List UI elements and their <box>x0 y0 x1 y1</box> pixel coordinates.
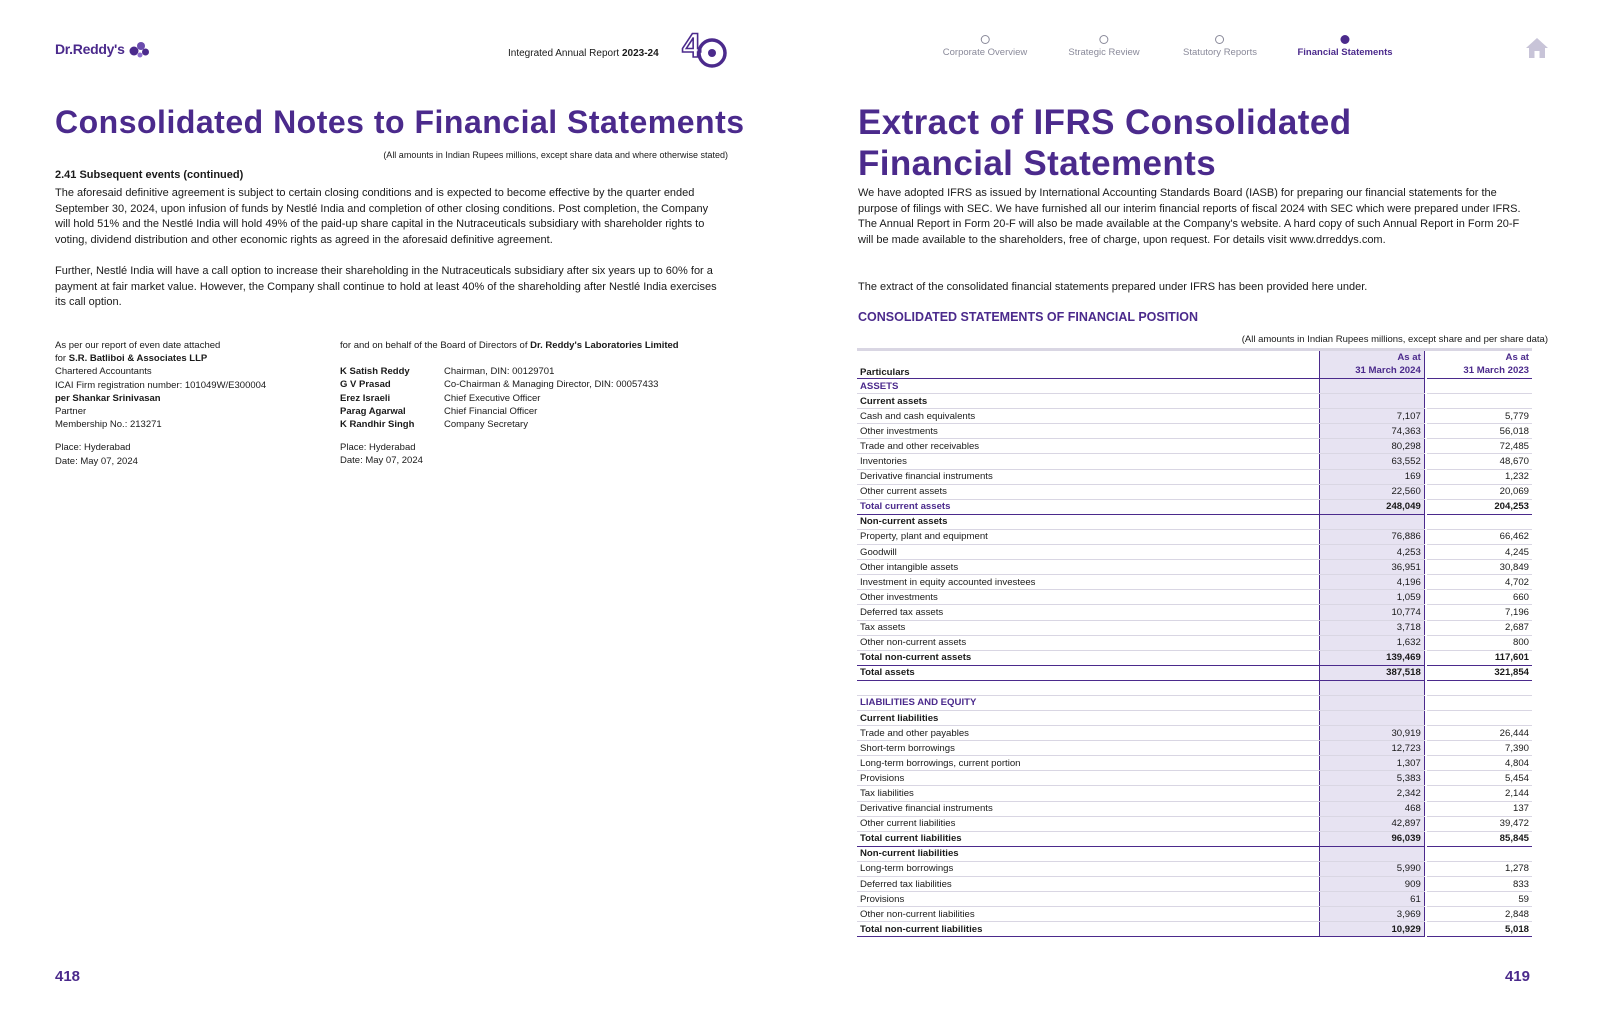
value-2024: 96,039 <box>1320 831 1425 846</box>
value-2024: 4,196 <box>1320 575 1425 590</box>
value-2023: 660 <box>1427 590 1532 605</box>
value-2024: 2,342 <box>1320 786 1425 801</box>
row-label: Tax liabilities <box>857 786 1320 801</box>
table-row <box>857 695 1532 710</box>
partner-name: per Shankar Srinivasan <box>55 392 161 404</box>
nav-dot-icon <box>1215 35 1224 44</box>
table-row <box>857 529 1532 544</box>
row-label: LIABILITIES AND EQUITY <box>857 695 1320 710</box>
amounts-note: (All amounts in Indian Rupees millions, except share data and where otherwise stated) <box>383 150 728 160</box>
table-row <box>857 846 1532 861</box>
board-place: Place: Hyderabad <box>340 442 416 454</box>
report-year: 2023-24 <box>621 48 659 59</box>
auditor-line-6: Partner <box>55 406 87 418</box>
value-2024: 7,107 <box>1320 409 1425 424</box>
value-2023: 66,462 <box>1427 529 1532 544</box>
value-2024: 387,518 <box>1320 665 1425 680</box>
table-row <box>857 379 1532 394</box>
table-row <box>857 454 1532 469</box>
amounts-note: (All amounts in Indian Rupees millions, except share and per share data) <box>1241 334 1548 345</box>
report-title-prefix: Integrated Annual Report <box>508 48 620 59</box>
nav-dot-icon <box>980 35 989 44</box>
value-2023 <box>1427 394 1532 409</box>
auditor-signature-block <box>55 339 315 468</box>
table-row <box>857 590 1532 605</box>
40-years-badge-icon <box>670 27 730 69</box>
value-2024 <box>1320 695 1425 710</box>
value-2023: 30,849 <box>1427 560 1532 575</box>
row-label: Total non-current assets <box>857 650 1320 665</box>
row-label: Investment in equity accounted investees <box>857 575 1320 590</box>
row-label: Current assets <box>857 394 1320 409</box>
table-row <box>857 484 1532 499</box>
table-row <box>857 801 1532 816</box>
value-2023: 5,779 <box>1427 409 1532 424</box>
table-row <box>857 605 1532 620</box>
row-label: Non-current assets <box>857 514 1320 529</box>
table-row <box>857 560 1532 575</box>
auditor-date: Date: May 07, 2024 <box>55 455 138 467</box>
value-2024 <box>1320 680 1425 695</box>
value-2024: 139,469 <box>1320 650 1425 665</box>
row-label: Non-current liabilities <box>857 846 1320 861</box>
nav-label: Financial Statements <box>1297 47 1393 58</box>
value-2023 <box>1427 695 1532 710</box>
value-2023: 2,848 <box>1427 907 1532 922</box>
board-signature-block <box>340 339 740 468</box>
table-body <box>857 379 1532 937</box>
row-label: Cash and cash equivalents <box>857 409 1320 424</box>
board-date: Date: May 07, 2024 <box>340 455 423 467</box>
value-2024: 74,363 <box>1320 424 1425 439</box>
table-row <box>857 620 1532 635</box>
row-label: Long-term borrowings <box>857 861 1320 876</box>
row-label: Derivative financial instruments <box>857 469 1320 484</box>
value-2023: 4,245 <box>1427 545 1532 560</box>
value-2023: 2,687 <box>1427 620 1532 635</box>
auditor-firm-line <box>55 352 315 365</box>
row-label: Deferred tax liabilities <box>857 877 1320 892</box>
value-2024 <box>1320 394 1425 409</box>
value-2024: 42,897 <box>1320 816 1425 831</box>
row-label: Other investments <box>857 590 1320 605</box>
nav-label: Corporate Overview <box>942 47 1028 58</box>
section-subheading: 2.41 Subsequent events (continued) <box>55 169 244 181</box>
nav-dot-icon <box>1100 35 1109 44</box>
auditor-place: Place: Hyderabad <box>55 442 131 454</box>
value-2024: 61 <box>1320 892 1425 907</box>
value-2024: 12,723 <box>1320 741 1425 756</box>
value-2024: 76,886 <box>1320 529 1425 544</box>
auditor-firm-prefix: for <box>55 353 69 365</box>
value-2023 <box>1427 379 1532 394</box>
value-2024: 5,383 <box>1320 771 1425 786</box>
value-2023: 59 <box>1427 892 1532 907</box>
nav-corporate-overview[interactable] <box>943 33 1027 58</box>
value-2024: 1,307 <box>1320 756 1425 771</box>
member-role: Company Secretary <box>444 419 528 431</box>
paragraph-2: The extract of the consolidated financial statements prepared under IFRS has been provided here under. <box>858 281 1368 293</box>
member-name: Erez Israeli <box>340 392 391 404</box>
nav-statutory-reports[interactable] <box>1183 33 1257 58</box>
value-2023 <box>1427 710 1532 725</box>
table-row <box>857 665 1532 680</box>
row-label: Derivative financial instruments <box>857 801 1320 816</box>
section-nav <box>800 33 1600 63</box>
value-2024: 10,774 <box>1320 605 1425 620</box>
member-name: G V Prasad <box>340 379 391 391</box>
row-label: Provisions <box>857 892 1320 907</box>
table-row <box>857 439 1532 454</box>
right-page <box>800 0 1600 1011</box>
table-row <box>857 394 1532 409</box>
table-row <box>857 650 1532 665</box>
value-2024: 1,059 <box>1320 590 1425 605</box>
row-label: Trade and other receivables <box>857 439 1320 454</box>
table-row <box>857 756 1532 771</box>
row-label: Long-term borrowings, current portion <box>857 756 1320 771</box>
col-2023-line-2: 31 March 2023 <box>1463 365 1529 376</box>
value-2024: 468 <box>1320 801 1425 816</box>
auditor-line-7: Membership No.: 213271 <box>55 419 162 431</box>
row-label: Current liabilities <box>857 710 1320 725</box>
value-2024: 3,718 <box>1320 620 1425 635</box>
paragraph-1: We have adopted IFRS as issued by International Accounting Standards Board (IASB) for preparing our financial statements for the purpose of filings with SEC. We have furnished all our interim financial reports of fiscal 2024 with SEC which were prepared under IFRS. The Annual Report in Form 20-F will also be made available at the Company's website. A hard copy of such Annual Report in Form 20-F will be made available to the shareholders, free of charge, upon request. For details visit www.drreddys.com. <box>858 187 1521 246</box>
value-2024: 5,990 <box>1320 861 1425 876</box>
row-label: Total current assets <box>857 499 1320 514</box>
value-2024 <box>1320 379 1425 394</box>
value-2023: 7,390 <box>1427 741 1532 756</box>
value-2023: 85,845 <box>1427 831 1532 846</box>
value-2023: 2,144 <box>1427 786 1532 801</box>
table-row <box>857 469 1532 484</box>
member-role: Chairman, DIN: 00129701 <box>444 366 555 378</box>
page-number-right: 419 <box>1504 968 1530 985</box>
value-2024: 3,969 <box>1320 907 1425 922</box>
row-label: Property, plant and equipment <box>857 529 1320 544</box>
value-2023: 5,454 <box>1427 771 1532 786</box>
auditor-firm: S.R. Batliboi & Associates LLP <box>68 353 208 365</box>
row-label: Deferred tax assets <box>857 605 1320 620</box>
value-2024: 248,049 <box>1320 499 1425 514</box>
value-2024: 169 <box>1320 469 1425 484</box>
board-intro-prefix: for and on behalf of the Board of Directors of <box>340 340 531 351</box>
page-number-left: 418 <box>55 968 81 985</box>
col-header-particulars: Particulars <box>857 350 1320 379</box>
value-2023 <box>1427 846 1532 861</box>
table-section-title: CONSOLIDATED STATEMENTS OF FINANCIAL POSITION <box>858 310 1199 324</box>
value-2023: 1,232 <box>1427 469 1532 484</box>
dr-reddys-logo-icon <box>128 39 150 59</box>
member-name: K Randhir Singh <box>340 419 415 431</box>
nav-financial-statements[interactable] <box>1297 33 1392 58</box>
table-row <box>857 786 1532 801</box>
row-label: Total non-current liabilities <box>857 922 1320 937</box>
value-2024: 80,298 <box>1320 439 1425 454</box>
title-line-1: Extract of IFRS Consolidated <box>858 103 1352 142</box>
table-row <box>857 816 1532 831</box>
value-2024: 36,951 <box>1320 560 1425 575</box>
table-row <box>857 680 1532 695</box>
table-row <box>857 635 1532 650</box>
logo-text: Dr.Reddy's <box>55 41 125 57</box>
row-label: Short-term borrowings <box>857 741 1320 756</box>
member-name: K Satish Reddy <box>340 366 410 378</box>
value-2024: 63,552 <box>1320 454 1425 469</box>
value-2023: 137 <box>1427 801 1532 816</box>
member-role: Chief Executive Officer <box>444 392 541 404</box>
table-row <box>857 771 1532 786</box>
col-2023-line-1: As at <box>1505 352 1529 363</box>
value-2023: 4,804 <box>1427 756 1532 771</box>
row-label: Other investments <box>857 424 1320 439</box>
board-company: Dr. Reddy's Laboratories Limited <box>530 340 679 351</box>
value-2023: 4,702 <box>1427 575 1532 590</box>
value-2023: 204,253 <box>1427 499 1532 514</box>
paragraph-1: The aforesaid definitive agreement is subject to certain closing conditions and is expected to become effective by the quarter ended September 30, 2024, upon infusion of funds by Nestlé India and completion of other closing conditions. Post completion, the Company will hold 51% and the Nestlé India will hold 49% of the paid-up share capital in the Nutraceuticals subsidiary with shareholder rights to voting, dividend distribution and other economic rights as agreed in the aforesaid definitive agreement. <box>55 187 709 246</box>
table-row <box>857 424 1532 439</box>
svg-text:4: 4 <box>682 27 701 65</box>
value-2024 <box>1320 514 1425 529</box>
row-label: ASSETS <box>857 379 1320 394</box>
auditor-line-3: Chartered Accountants <box>55 366 152 378</box>
table-row <box>857 922 1532 937</box>
value-2023: 5,018 <box>1427 922 1532 937</box>
value-2024: 4,253 <box>1320 545 1425 560</box>
home-icon[interactable] <box>1525 37 1549 59</box>
title-line-2: Financial Statements <box>858 144 1217 183</box>
table-header-row <box>857 350 1532 379</box>
value-2023: 20,069 <box>1427 484 1532 499</box>
value-2024: 1,632 <box>1320 635 1425 650</box>
row-label: Other current liabilities <box>857 816 1320 831</box>
value-2023: 7,196 <box>1427 605 1532 620</box>
nav-strategic-review[interactable] <box>1068 33 1139 58</box>
nav-dot-icon <box>1341 35 1350 44</box>
row-label: Tax assets <box>857 620 1320 635</box>
board-members <box>340 365 740 431</box>
col-header-2023 <box>1427 350 1532 379</box>
value-2023: 833 <box>1427 877 1532 892</box>
row-label: Other current assets <box>857 484 1320 499</box>
row-label: Inventories <box>857 454 1320 469</box>
table-row <box>857 907 1532 922</box>
paragraph-2: Further, Nestlé India will have a call option to increase their shareholding in the Nutraceuticals subsidiary after six years up to 60% for a payment at fair market value. However, the Company shall continue to hold at least 40% of the shareholding after Nestlé India exercises its call option. <box>55 265 717 309</box>
auditor-partner-name <box>55 392 315 405</box>
page-title: Consolidated Notes to Financial Statements <box>55 104 745 140</box>
value-2024: 22,560 <box>1320 484 1425 499</box>
value-2023: 48,670 <box>1427 454 1532 469</box>
value-2023: 26,444 <box>1427 726 1532 741</box>
board-intro <box>340 339 740 352</box>
financial-position-table <box>857 348 1532 937</box>
row-label: Provisions <box>857 771 1320 786</box>
value-2023: 39,472 <box>1427 816 1532 831</box>
col-2024-line-2: 31 March 2024 <box>1355 365 1421 376</box>
value-2023: 56,018 <box>1427 424 1532 439</box>
table-row <box>857 831 1532 846</box>
nav-label: Statutory Reports <box>1183 47 1257 58</box>
report-title <box>508 48 659 59</box>
value-2023: 1,278 <box>1427 861 1532 876</box>
value-2024: 10,929 <box>1320 922 1425 937</box>
value-2024: 30,919 <box>1320 726 1425 741</box>
row-label: Trade and other payables <box>857 726 1320 741</box>
table-row <box>857 710 1532 725</box>
table-row <box>857 545 1532 560</box>
table-row <box>857 861 1532 876</box>
nav-label: Strategic Review <box>1068 47 1140 58</box>
member-role: Co-Chairman & Managing Director, DIN: 00057433 <box>444 379 659 391</box>
table-row <box>857 499 1532 514</box>
auditor-line-4: ICAI Firm registration number: 101049W/E300004 <box>55 379 267 391</box>
row-label: Other intangible assets <box>857 560 1320 575</box>
row-label: Other non-current liabilities <box>857 907 1320 922</box>
row-label: Goodwill <box>857 545 1320 560</box>
table-row <box>857 575 1532 590</box>
table-row <box>857 514 1532 529</box>
auditor-line-1: As per our report of even date attached <box>55 340 221 351</box>
value-2023 <box>1427 514 1532 529</box>
value-2023: 800 <box>1427 635 1532 650</box>
table-row <box>857 409 1532 424</box>
value-2023: 72,485 <box>1427 439 1532 454</box>
row-label: Total current liabilities <box>857 831 1320 846</box>
value-2023 <box>1427 680 1532 695</box>
page-title <box>858 102 1418 184</box>
value-2023: 117,601 <box>1427 650 1532 665</box>
value-2024 <box>1320 710 1425 725</box>
company-logo[interactable] <box>55 39 150 59</box>
value-2024 <box>1320 846 1425 861</box>
row-label: Total assets <box>857 665 1320 680</box>
row-label: Other non-current assets <box>857 635 1320 650</box>
member-role: Chief Financial Officer <box>444 405 538 417</box>
value-2023: 321,854 <box>1427 665 1532 680</box>
col-2024-line-1: As at <box>1397 352 1421 363</box>
table-row <box>857 726 1532 741</box>
row-label <box>857 680 1320 695</box>
table-row <box>857 741 1532 756</box>
value-2024: 909 <box>1320 877 1425 892</box>
table-row <box>857 892 1532 907</box>
col-header-2024 <box>1320 350 1425 379</box>
member-name: Parag Agarwal <box>340 405 406 417</box>
table-row <box>857 877 1532 892</box>
